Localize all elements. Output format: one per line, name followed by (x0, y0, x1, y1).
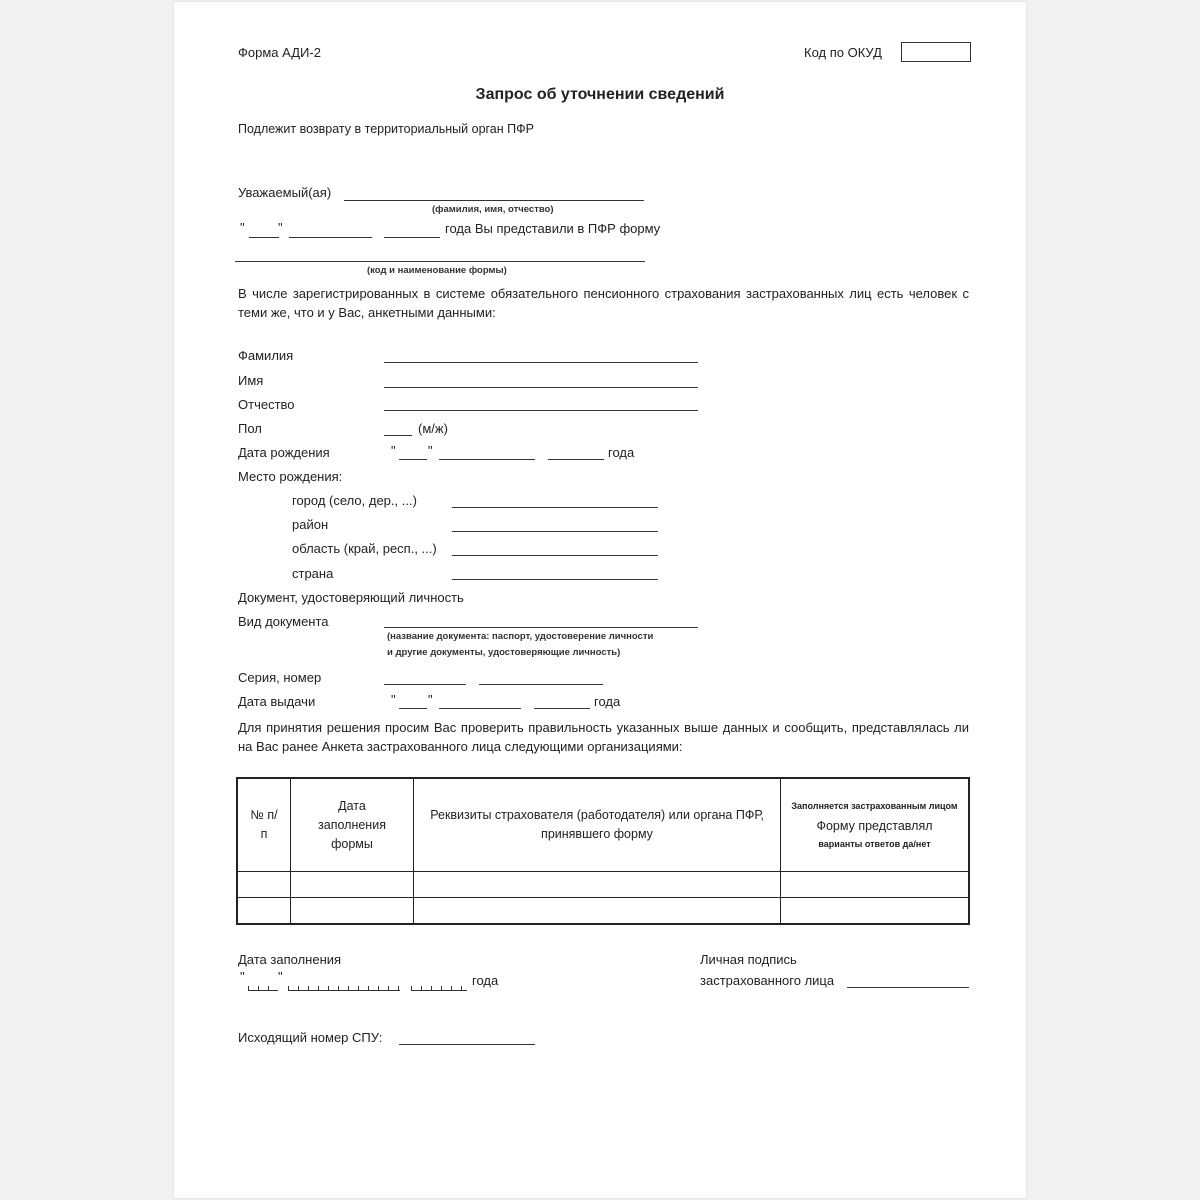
issue-quote-close: " (428, 692, 433, 707)
form-page (174, 2, 1026, 1198)
signature-label-1: Личная подпись (700, 952, 797, 967)
table-cell[interactable] (414, 898, 781, 925)
table-cell[interactable] (781, 872, 970, 898)
country-field[interactable] (452, 579, 658, 580)
table-cell[interactable] (237, 872, 291, 898)
intro-paragraph: В числе зарегистрированных в системе обязательного пенсионного страхования застрахованных лиц есть человек с теми же, что и у Вас, анкетными данными: (238, 286, 969, 320)
table-row (237, 872, 969, 898)
series-field[interactable] (384, 684, 466, 685)
issue-day-field[interactable] (399, 708, 427, 709)
col-number-header: № п/п (237, 778, 291, 872)
addressee-name-field[interactable] (344, 200, 644, 201)
form-code-hint: (код и наименование формы) (367, 265, 507, 276)
issue-date-label: Дата выдачи (238, 694, 316, 709)
birth-quote-close: " (428, 443, 433, 458)
number-field[interactable] (479, 684, 603, 685)
birth-year-word: года (608, 445, 635, 460)
first-name-label: Имя (238, 373, 264, 388)
signature-label-2: застрахованного лица (700, 973, 835, 988)
issue-quote-open: " (391, 692, 396, 707)
fill-date-label: Дата заполнения (238, 952, 342, 967)
birth-month-field[interactable] (439, 459, 535, 460)
table-cell[interactable] (237, 898, 291, 925)
quote-open: " (240, 220, 245, 235)
document-title: Запрос об уточнении сведений (475, 86, 725, 103)
fill-month-field[interactable] (288, 985, 400, 991)
region-field[interactable] (452, 555, 658, 556)
outgoing-number-label: Исходящий номер СПУ: (238, 1030, 383, 1045)
doc-type-field[interactable] (384, 627, 698, 628)
table-cell[interactable] (414, 872, 781, 898)
birth-year-field[interactable] (548, 459, 604, 460)
organizations-table (236, 777, 970, 925)
col-employer-header: Реквизиты страхователя (работодателя) или органа ПФР, принявшего форму (414, 778, 781, 872)
table-header-row (237, 778, 969, 872)
city-field[interactable] (452, 507, 658, 508)
fill-day-field[interactable] (248, 985, 278, 991)
issue-year-field[interactable] (534, 708, 590, 709)
district-label: район (292, 517, 329, 532)
birth-day-field[interactable] (399, 459, 427, 460)
col-submitted-bottom: варианты ответов да/нет (818, 838, 931, 849)
request-paragraph: Для принятия решения просим Вас проверить правильность указанных выше данных и сообщить, представлялась ли на Вас ранее Анкета застрахованного лица следующими организациями: (238, 720, 969, 754)
quote-close: " (278, 220, 283, 235)
form-code-field[interactable] (235, 261, 645, 262)
issue-year-word: года (594, 694, 621, 709)
table-cell[interactable] (781, 898, 970, 925)
fill-quote-close: " (278, 969, 283, 984)
addressee-label: Уважаемый(ая) (238, 185, 332, 200)
col-date-header: Дата заполнения формы (291, 778, 414, 872)
signature-field[interactable] (847, 987, 969, 988)
doc-type-hint-1: (название документа: паспорт, удостоверение личности (387, 631, 654, 642)
fill-year-word: года (472, 973, 499, 988)
col-submitted-mid: Форму представлял (816, 818, 933, 833)
surname-label: Фамилия (238, 348, 294, 363)
col-submitted-top: Заполняется застрахованным лицом (791, 800, 958, 811)
surname-field[interactable] (384, 362, 698, 363)
sex-label: Пол (238, 421, 262, 436)
district-field[interactable] (452, 531, 658, 532)
city-label: город (село, дер., ...) (292, 493, 417, 508)
issue-month-field[interactable] (439, 708, 521, 709)
country-label: страна (292, 566, 334, 581)
doc-type-label: Вид документа (238, 614, 329, 629)
series-number-label: Серия, номер (238, 670, 322, 685)
birth-place-label: Место рождения: (238, 469, 343, 484)
patronymic-label: Отчество (238, 397, 295, 412)
first-name-field[interactable] (384, 387, 698, 388)
addressee-name-hint: (фамилия, имя, отчество) (432, 204, 554, 215)
birth-quote-open: " (391, 443, 396, 458)
table-cell[interactable] (291, 872, 414, 898)
id-document-label: Документ, удостоверяющий личность (238, 590, 464, 605)
submission-text: года Вы представили в ПФР форму (445, 221, 661, 236)
fill-quote-open: " (240, 969, 245, 984)
patronymic-field[interactable] (384, 410, 698, 411)
doc-type-hint-2: и другие документы, удостоверяющие личность) (387, 647, 621, 658)
form-code-label: Форма АДИ-2 (238, 45, 321, 60)
submission-month-field[interactable] (289, 237, 372, 238)
region-label: область (край, респ., ...) (292, 541, 437, 556)
outgoing-number-field[interactable] (399, 1044, 535, 1045)
birth-date-label: Дата рождения (238, 445, 330, 460)
okud-code-field[interactable] (901, 42, 971, 62)
fill-year-field[interactable] (411, 985, 467, 991)
sex-hint: (м/ж) (418, 421, 448, 436)
okud-label: Код по ОКУД (804, 45, 882, 60)
submission-year-field[interactable] (384, 237, 440, 238)
return-note: Подлежит возврату в территориальный орган ПФР (238, 122, 534, 136)
col-submitted-header (781, 778, 970, 872)
table-row (237, 898, 969, 925)
submission-day-field[interactable] (249, 237, 279, 238)
table-cell[interactable] (291, 898, 414, 925)
sex-field[interactable] (384, 435, 412, 436)
